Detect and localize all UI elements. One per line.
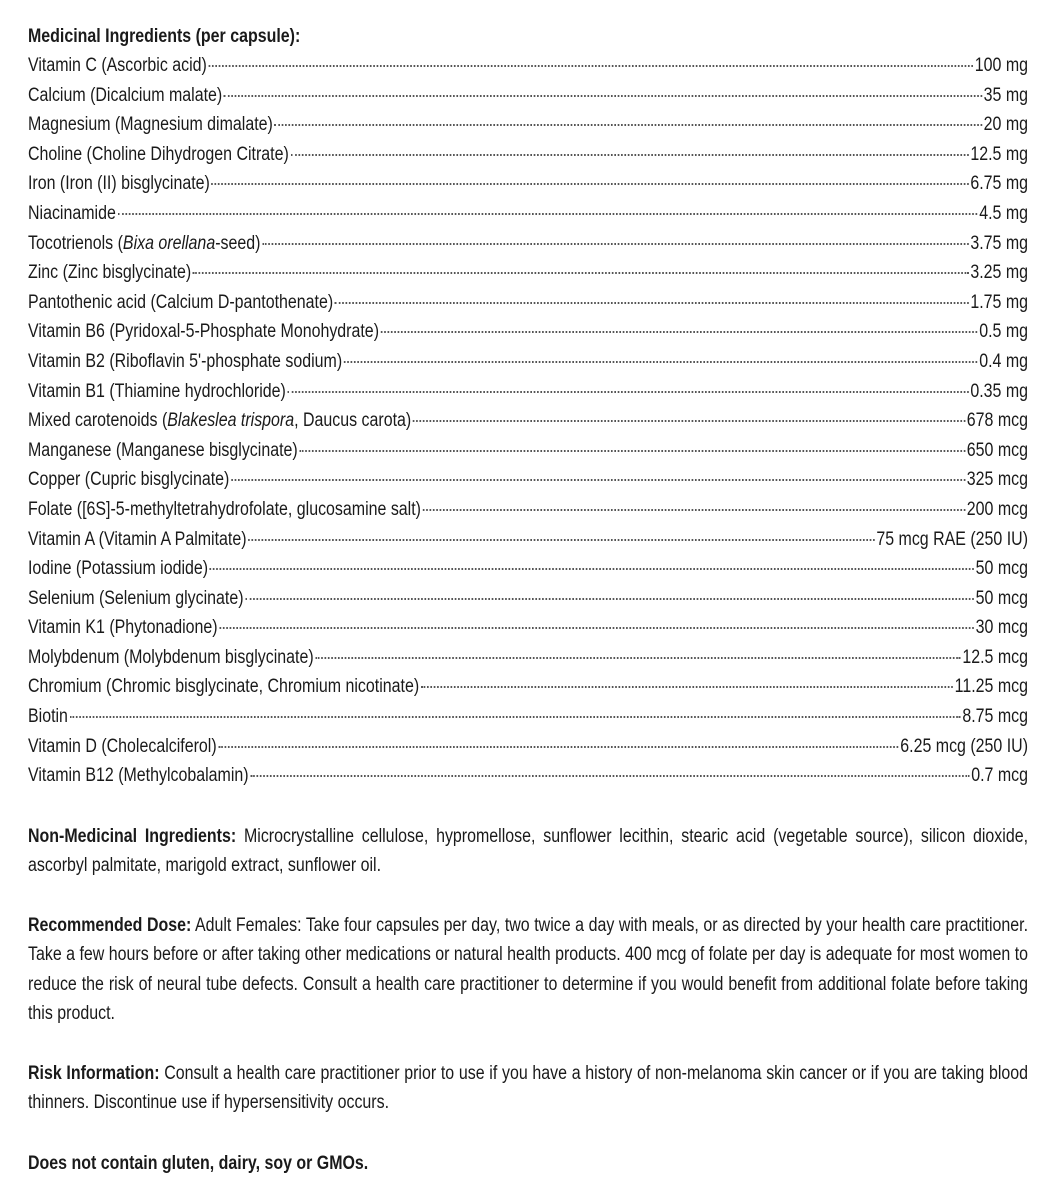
risk-information-label: Risk Information: xyxy=(28,1062,160,1084)
ingredient-amount: 50 mcg xyxy=(975,558,1029,580)
ingredient-row xyxy=(28,406,1028,436)
dot-leader xyxy=(117,212,977,215)
ingredient-name xyxy=(28,51,207,81)
ingredient-amount: 11.25 mcg xyxy=(954,676,1029,698)
risk-information xyxy=(28,1059,1028,1118)
ingredient-row xyxy=(28,554,1028,584)
ingredient-name-text: Pantothenic acid (Calcium D-pantothenate) xyxy=(28,291,334,313)
ingredient-name-text: Tocotrienols ( xyxy=(28,232,123,254)
ingredient-name-text: Folate ([6S]-5-methyltetrahydrofolate, glucosamine salt) xyxy=(28,498,421,520)
dot-leader xyxy=(344,360,978,363)
ingredient-row xyxy=(28,436,1028,466)
ingredient-row xyxy=(28,288,1028,318)
dot-leader xyxy=(70,715,961,718)
ingredient-row xyxy=(28,643,1028,673)
dot-leader xyxy=(381,330,978,333)
ingredient-amount: 12.5 mcg xyxy=(962,646,1029,668)
dot-leader xyxy=(231,478,965,481)
ingredient-row xyxy=(28,258,1028,288)
ingredient-row xyxy=(28,229,1028,259)
ingredient-name xyxy=(28,406,411,436)
dot-leader xyxy=(209,64,974,67)
non-medicinal-ingredients xyxy=(28,822,1028,881)
ingredient-row xyxy=(28,495,1028,525)
ingredient-name-text: Mixed carotenoids ( xyxy=(28,410,168,432)
recommended-dose-text: Adult Females: Take four capsules per day, two twice a day with meals, or as directed by your health care practitioner. Take a few hours before or after taking other medications or natural health products. 400 mcg of folate per day is adequate for most women to reduce the risk of neural tube defects. Consult a health care practitioner to determine if you would benefit from additional folate before taking this product. xyxy=(28,914,1029,1025)
ingredient-species: Blakeslea trispora xyxy=(167,410,295,432)
ingredient-row xyxy=(28,347,1028,377)
ingredient-name xyxy=(28,643,314,673)
dot-leader xyxy=(315,656,960,659)
risk-information-text: Consult a health care practitioner prior to use if you have a history of non-melanoma skin cancer or if you are taking blood thinners. Discontinue use if hypersensitivity occurs. xyxy=(28,1062,1029,1114)
ingredient-amount: 100 mg xyxy=(974,55,1029,76)
ingredient-name-text: Niacinamide xyxy=(28,202,116,224)
ingredient-amount: 325 mcg xyxy=(966,469,1029,491)
ingredient-amount: 35 mg xyxy=(983,84,1029,106)
ingredient-name-text: Vitamin C (Ascorbic acid) xyxy=(28,55,207,76)
ingredient-name-text: Vitamin A (Vitamin A Palmitate) xyxy=(28,528,247,550)
ingredient-name-text: Molybdenum (Molybdenum bisglycinate) xyxy=(28,646,314,668)
ingredients-heading: Medicinal Ingredients (per capsule): xyxy=(28,26,301,47)
ingredients-list xyxy=(28,51,1028,791)
ingredient-name-text: Vitamin K1 (Phytonadione) xyxy=(28,617,218,639)
dot-leader xyxy=(218,745,898,748)
ingredient-name-text: Chromium (Chromic bisglycinate, Chromium nicotinate) xyxy=(28,676,420,698)
ingredient-name xyxy=(28,436,298,466)
dot-leader xyxy=(335,301,969,304)
ingredient-amount: 3.25 mg xyxy=(970,262,1029,284)
ingredient-amount: 0.4 mg xyxy=(979,350,1029,372)
ingredient-name xyxy=(28,317,379,347)
ingredient-amount: 50 mcg xyxy=(975,587,1029,609)
allergen-statement: Does not contain gluten, dairy, soy or GMOs. xyxy=(28,1152,369,1174)
ingredient-name xyxy=(28,169,210,199)
ingredient-name xyxy=(28,258,191,288)
ingredient-name-text: Iodine (Potassium iodide) xyxy=(28,558,209,580)
ingredient-name xyxy=(28,199,116,229)
ingredient-name-text: Biotin xyxy=(28,706,68,728)
ingredient-amount: 0.35 mg xyxy=(970,380,1029,402)
dot-leader xyxy=(275,123,982,126)
ingredient-name xyxy=(28,584,244,614)
ingredient-row xyxy=(28,525,1028,555)
ingredient-amount: 4.5 mg xyxy=(979,202,1029,224)
dot-leader xyxy=(219,626,974,629)
ingredient-amount: 75 mcg RAE (250 IU) xyxy=(876,528,1029,550)
ingredient-name-text: Magnesium (Magnesium dimalate) xyxy=(28,114,273,136)
ingredient-amount: 678 mcg xyxy=(966,410,1029,432)
ingredient-name-text: Copper (Cupric bisglycinate) xyxy=(28,469,230,491)
ingredient-name-text: Iron (Iron (II) bisglycinate) xyxy=(28,173,210,195)
ingredient-name xyxy=(28,525,247,555)
non-medicinal-text: Microcrystalline cellulose, hypromellose, sunflower lecithin, stearic acid (vegetable source), silicon dioxide, ascorbyl palmitate, marigold extract, sunflower oil. xyxy=(28,825,1029,877)
ingredient-name-suffix: , Daucus carota) xyxy=(294,410,412,432)
ingredient-amount: 200 mcg xyxy=(966,498,1029,520)
ingredient-name-text: Selenium (Selenium glycinate) xyxy=(28,587,244,609)
ingredient-amount: 30 mcg xyxy=(975,617,1029,639)
ingredient-row xyxy=(28,672,1028,702)
dot-leader xyxy=(212,182,969,185)
ingredient-row xyxy=(28,140,1028,170)
ingredient-name xyxy=(28,554,208,584)
dot-leader xyxy=(299,449,965,452)
ingredient-name xyxy=(28,347,342,377)
ingredient-amount: 20 mg xyxy=(983,114,1029,136)
ingredient-row xyxy=(28,702,1028,732)
ingredient-species: Bixa orellana xyxy=(122,232,216,254)
recommended-dose-label: Recommended Dose: xyxy=(28,914,192,936)
dot-leader xyxy=(248,538,874,541)
dot-leader xyxy=(291,153,969,156)
ingredient-row xyxy=(28,110,1028,140)
ingredient-name xyxy=(28,702,68,732)
ingredient-amount: 6.25 mcg (250 IU) xyxy=(900,735,1029,757)
ingredient-name-text: Vitamin B6 (Pyridoxal-5-Phosphate Monohydrate) xyxy=(28,321,380,343)
ingredient-name xyxy=(28,81,222,111)
ingredient-name xyxy=(28,465,229,495)
ingredient-name-text: Vitamin B2 (Riboflavin 5'-phosphate sodium) xyxy=(28,350,343,372)
ingredient-amount: 3.75 mg xyxy=(970,232,1029,254)
ingredient-name xyxy=(28,732,217,762)
dot-leader xyxy=(421,685,953,688)
ingredient-name-suffix: -seed) xyxy=(215,232,261,254)
dot-leader xyxy=(413,419,965,422)
ingredient-amount: 1.75 mg xyxy=(970,291,1029,313)
ingredient-row xyxy=(28,169,1028,199)
ingredient-amount: 0.7 mcg xyxy=(971,765,1029,787)
dot-leader xyxy=(245,597,974,600)
dot-leader xyxy=(193,271,969,274)
ingredient-name-text: Calcium (Dicalcium malate) xyxy=(28,84,223,106)
dot-leader xyxy=(262,242,969,245)
ingredient-name xyxy=(28,288,333,318)
ingredient-amount: 6.75 mg xyxy=(970,173,1029,195)
ingredient-name-text: Vitamin B1 (Thiamine hydrochloride) xyxy=(28,380,286,402)
ingredient-amount: 8.75 mcg xyxy=(962,706,1029,728)
ingredient-name xyxy=(28,613,218,643)
ingredient-row xyxy=(28,199,1028,229)
ingredient-row xyxy=(28,732,1028,762)
ingredient-amount: 0.5 mg xyxy=(979,321,1029,343)
dot-leader xyxy=(210,567,974,570)
recommended-dose xyxy=(28,911,1028,1029)
ingredient-name-text: Choline (Choline Dihydrogen Citrate) xyxy=(28,143,289,165)
ingredient-name-text: Vitamin B12 (Methylcobalamin) xyxy=(28,765,249,787)
non-medicinal-label: Non-Medicinal Ingredients: xyxy=(28,825,237,847)
ingredient-row xyxy=(28,613,1028,643)
ingredient-name xyxy=(28,140,289,170)
ingredient-name xyxy=(28,495,421,525)
ingredient-row xyxy=(28,377,1028,407)
ingredient-name-text: Vitamin D (Cholecalciferol) xyxy=(28,735,217,757)
dot-leader xyxy=(250,774,969,777)
ingredient-row xyxy=(28,81,1028,111)
ingredient-row xyxy=(28,51,1028,81)
ingredient-row xyxy=(28,761,1028,791)
dot-leader xyxy=(224,94,982,97)
ingredient-name xyxy=(28,229,260,259)
ingredient-name xyxy=(28,761,249,791)
ingredient-name xyxy=(28,110,273,140)
ingredient-name-text: Zinc (Zinc bisglycinate) xyxy=(28,262,192,284)
ingredient-name xyxy=(28,672,419,702)
ingredient-row xyxy=(28,465,1028,495)
label-content xyxy=(28,26,1028,1178)
ingredient-name xyxy=(28,377,286,407)
ingredient-row xyxy=(28,584,1028,614)
ingredient-row xyxy=(28,317,1028,347)
ingredient-name-text: Manganese (Manganese bisglycinate) xyxy=(28,439,298,461)
dot-leader xyxy=(423,508,965,511)
ingredient-amount: 12.5 mg xyxy=(970,143,1029,165)
ingredient-amount: 650 mcg xyxy=(966,439,1029,461)
dot-leader xyxy=(288,390,969,393)
